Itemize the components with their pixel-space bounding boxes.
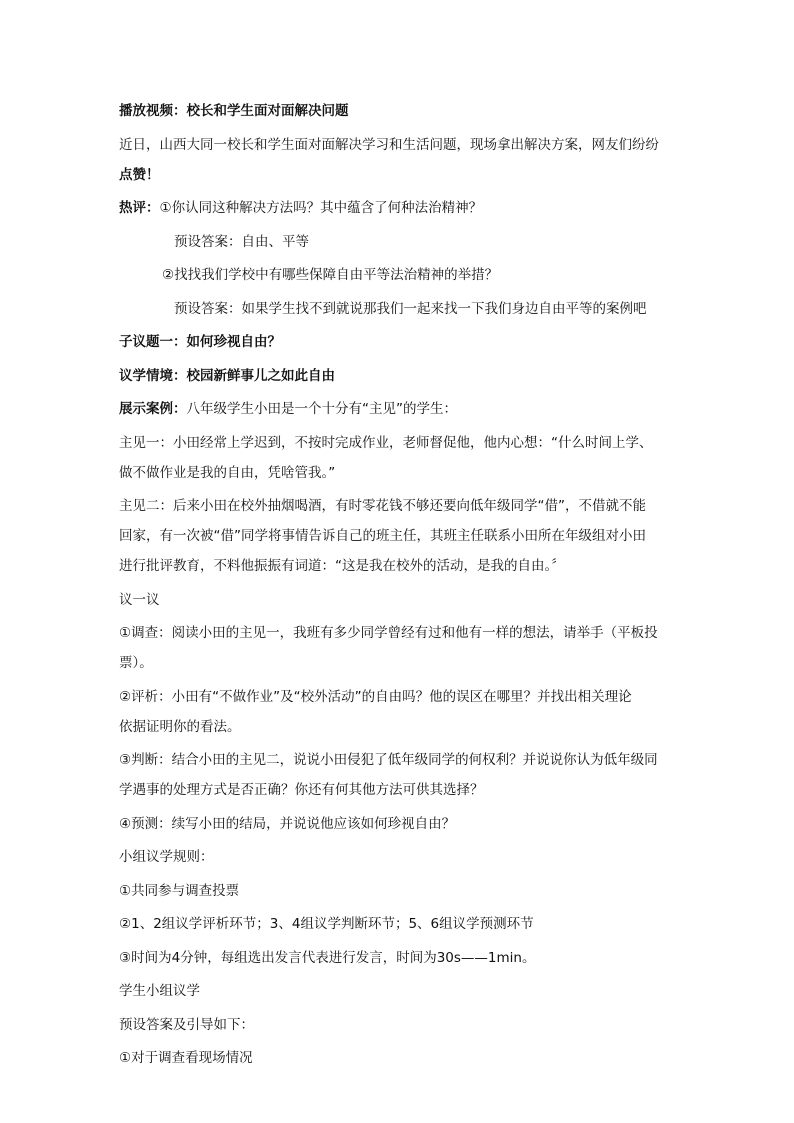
discuss-line: 学遇事的处理方式是否正确？你还有何其他方法可供其选择？ [119,782,484,798]
rule-item: ①共同参与调查投票 [119,882,240,899]
document-content [119,101,679,1082]
discuss-line: 依据证明你的看法。 [119,718,241,735]
comment-question-2: ②找找我们学校中有哪些保障自由平等法治精神的举措？ [162,267,499,283]
view1-line: 主见一：小田经常上学迟到，不按时完成作业，老师督促他，他内心想：“什么时间上学、 [119,434,653,451]
situation-title: 校园新鲜事儿之如此自由 [186,367,335,384]
view2-line: 进行批评教育，不料他振振有词道：“这是我在校外的活动，是我的自由。〞 [119,558,565,574]
preset-answer-1: 预设答案：自由、平等 [174,233,309,250]
situation-label: 议学情境： [119,367,187,384]
case-intro [119,399,679,420]
discuss-item-4: ④预测：续写小田的结局，并说说他应该如何珍视自由？ [119,815,456,832]
situation-heading [119,366,679,387]
rules-heading: 小组议学规则： [119,849,214,865]
view2-line: 主见二：后来小田在校外抽烟喝酒，有时零花钱不够还要向低年级同学“借”，不借就不能 [119,498,646,514]
view1-paragraph [119,433,679,484]
comment-label: 热评： [119,200,160,216]
comment-question-1 [119,198,679,219]
video-heading-title: 校长和学生面对面解决问题 [186,103,349,119]
discuss-line: ②评析：小田有“不做作业”及“校外活动”的自由吗？他的误区在哪里？并找出相关理论 [119,688,632,705]
discuss-heading: 议一议 [119,591,160,608]
video-heading-label: 播放视频： [119,103,187,119]
rule-item: ②1、2组议学评析环节；3、4组议学判断环节；5、6组议学预测环节 [119,916,534,932]
discuss-line: 票）。 [119,655,153,671]
comment-question-text: ①你认同这种解决方法吗？其中蕴含了何种法治精神？ [159,200,483,216]
preset-answer-2: 预设答案：如果学生找不到就说那我们一起来找一下我们身边自由平等的案例吧 [174,300,647,317]
view1-line: 做不做作业是我的自由，凭啥管我。” [119,464,336,481]
discuss-line: ①调查：阅读小田的主见一，我班有多少同学曾经有过和他有一样的想法，请举手（平板投 [119,625,658,641]
rule-item: ③时间为4分钟，每组选出发言代表进行发言，时间为30s——1min。 [119,949,536,966]
discuss-item-2 [119,687,679,738]
case-text: 八年级学生小田是一个十分有“主见”的学生： [186,401,457,417]
video-heading [119,101,679,122]
view2-paragraph [119,496,679,577]
group-study-heading: 学生小组议学 [119,983,200,999]
sub-topic-heading: 子议题一：如何珍视自由？ [119,334,281,350]
discuss-item-3 [119,750,679,801]
case-label: 展示案例： [119,401,187,417]
intro-paragraph [119,135,679,186]
intro-line: 点赞！ [119,166,160,183]
preset-guide-heading: 预设答案及引导如下： [119,1016,254,1033]
discuss-line: ③判断：结合小田的主见二，说说小田侵犯了低年级同学的何权利？并说说你认为低年级同 [119,752,658,768]
view2-line: 回家，有一次被“借”同学将事情告诉自己的班主任，其班主任联系小田所在年级组对小田 [119,528,646,544]
intro-line: 近日，山西大同一校长和学生面对面解决学习和生活问题，现场拿出解决方案，网友们纷纷 [119,136,659,153]
survey-note: ①对于调查看现场情况 [119,1050,253,1066]
discuss-item-1 [119,623,679,674]
